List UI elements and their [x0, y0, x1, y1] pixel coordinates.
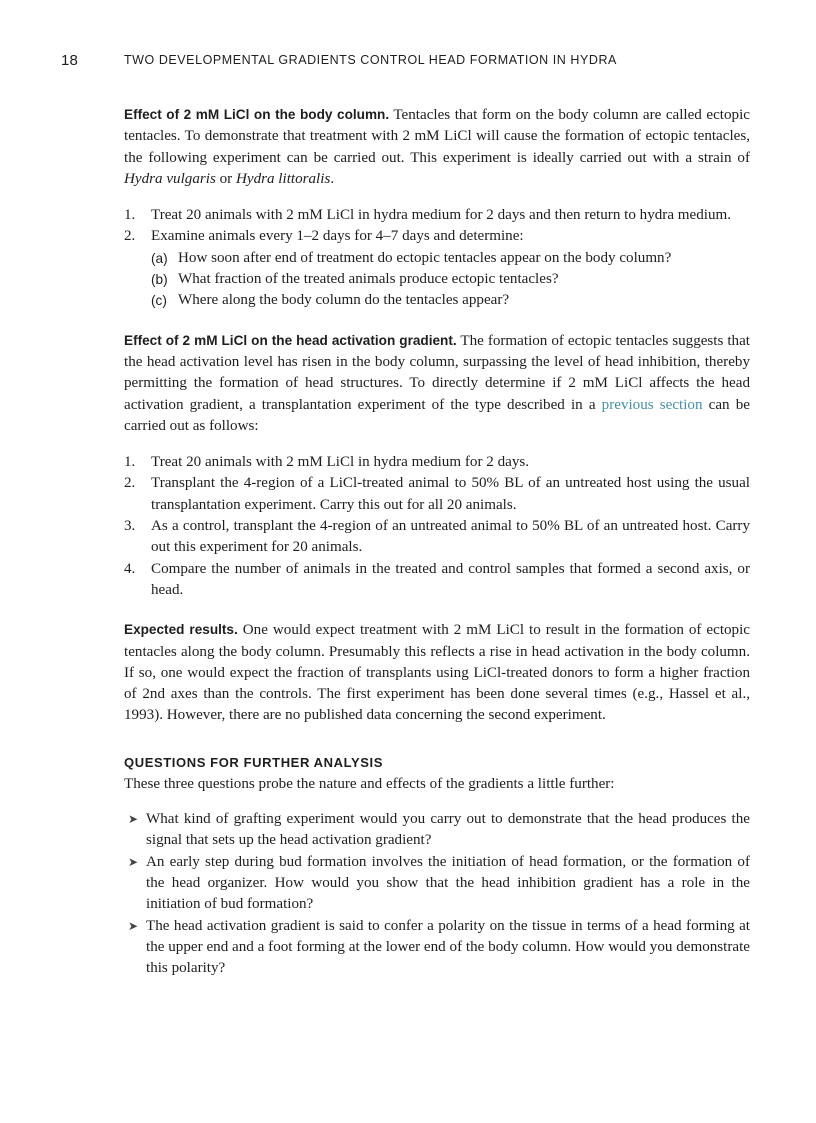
section-expected-results [124, 619, 750, 726]
arrow-bullet-icon: ➤ [128, 854, 139, 869]
substep-text: What fraction of the treated animals produce ectopic tentacles? [178, 271, 559, 288]
question-item [124, 809, 750, 852]
running-head: TWO DEVELOPMENTAL GRADIENTS CONTROL HEAD FORMATION IN HYDRA [124, 53, 617, 67]
paragraph-text: Tentacles that form on the body column are called ectopic tentacles. To demonstrate that treatment with 2 mM LiCl will cause the formation of ectopic tentacles, the following experiment can be carried out. This experiment is ideally carried out with a strain of [124, 107, 750, 166]
substep [151, 248, 750, 269]
page-number: 18 [61, 52, 79, 69]
paragraph-text: can be carried out as follows: [124, 396, 750, 434]
procedure-step [124, 226, 750, 311]
substep [151, 290, 750, 311]
paragraph-text: The formation of ectopic tentacles suggests that the head activation level has risen in the body column, surpassing the level of head inhibition, thereby permitting the formation of head structures. To directly determine if 2 mM LiCl affects the head activation gradient, a transplantation experiment of the type described in a [124, 332, 750, 413]
paragraph-text: . [330, 170, 335, 187]
substep-letter: (c) [151, 293, 167, 309]
run-in-heading: Expected results. [124, 622, 238, 638]
paragraph-text: One would expect treatment with 2 mM LiCl to result in the formation of ectopic tentacles along the body column. Presumably this reflects a rise in head activation in the body column. If so, one would expect the fraction of transplants using LiCl-treated donors to form a higher fraction of 2nd axes than the controls. The first experiment has been done several times (e.g., Hassel et al., 1993). However, there are no published data concerning the second experiment. [124, 622, 750, 724]
step-number: 2. [124, 228, 136, 245]
step-text: Compare the number of animals in the treated and control samples that formed a second axis, or head. [151, 560, 750, 598]
questions-intro: These three questions probe the nature and effects of the gradients a little further: [124, 775, 615, 792]
substep-text: How soon after end of treatment do ectopic tentacles appear on the body column? [178, 249, 672, 266]
step-number: 3. [124, 518, 136, 535]
species-name: Hydra vulgaris [124, 170, 216, 187]
procedure-step [124, 205, 750, 226]
run-in-heading: Effect of 2 mM LiCl on the head activation gradient. [124, 332, 457, 348]
previous-section-link[interactable]: previous section [601, 396, 703, 413]
species-name: Hydra littoralis [235, 170, 331, 187]
step-text: As a control, transplant the 4-region of an untreated animal to 50% BL of an untreated host. Carry out this experiment for 20 animals. [151, 518, 750, 556]
step-text: Treat 20 animals with 2 mM LiCl in hydra medium for 2 days. [151, 454, 530, 471]
procedure-step [124, 473, 750, 516]
step-number: 2. [124, 475, 136, 492]
substep [151, 269, 750, 290]
run-in-heading: Effect of 2 mM LiCl on the body column. [124, 107, 390, 122]
questions-heading: QUESTIONS FOR FURTHER ANALYSIS [124, 754, 384, 770]
arrow-bullet-icon: ➤ [128, 918, 139, 933]
question-item [124, 852, 750, 916]
questions-list [124, 809, 750, 979]
step-text: Examine animals every 1–2 days for 4–7 days and determine: [151, 228, 524, 245]
step-number: 4. [124, 560, 136, 577]
question-item [124, 916, 750, 980]
section-head-activation [124, 330, 750, 437]
procedure-step [124, 452, 750, 473]
page-body [124, 104, 750, 979]
procedure-step [124, 559, 750, 602]
paragraph-text: or [219, 170, 233, 187]
arrow-bullet-icon: ➤ [128, 812, 139, 827]
step-number: 1. [124, 207, 136, 224]
question-text: The head activation gradient is said to confer a polarity on the tissue in terms of a head forming at the upper end and a foot forming at the lower end of the body column. How would you demonstrate this polarity? [146, 917, 750, 977]
substep-text: Where along the body column do the tentacles appear? [178, 292, 510, 309]
step-text: Treat 20 animals with 2 mM LiCl in hydra medium for 2 days and then return to hydra medium. [151, 207, 732, 224]
procedure-list [124, 205, 750, 311]
substep-list [151, 248, 750, 312]
section-lithium-body-column [124, 104, 750, 190]
step-text: Transplant the 4-region of a LiCl-treated animal to 50% BL of an untreated host using the usual transplantation experiment. Carry this out for all 20 animals. [151, 475, 750, 513]
substep-letter: (b) [151, 272, 168, 288]
question-text: What kind of grafting experiment would you carry out to demonstrate that the head produces the signal that sets up the head activation gradient? [146, 811, 750, 849]
question-text: An early step during bud formation involves the initiation of head formation, or the formation of the head organizer. How would you show that the head inhibition gradient has a role in the initiation of bud formation? [146, 853, 750, 913]
procedure-step [124, 516, 750, 559]
substep-letter: (a) [151, 250, 168, 266]
procedure-list [124, 452, 750, 601]
step-number: 1. [124, 454, 136, 471]
